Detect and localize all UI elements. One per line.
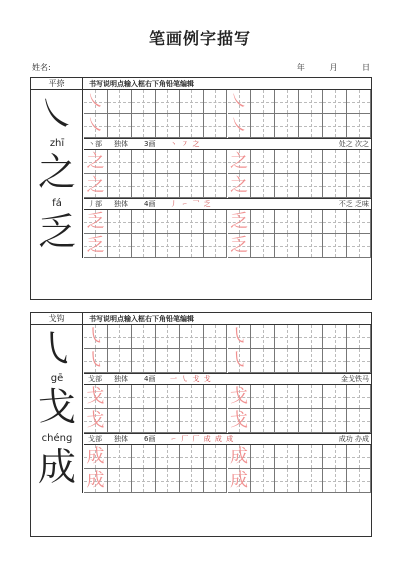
pinyin: zhī xyxy=(49,138,65,149)
practice-cell[interactable] xyxy=(84,385,108,409)
practice-cell[interactable] xyxy=(228,409,252,433)
stroke-header-row xyxy=(31,313,371,325)
practice-cell[interactable] xyxy=(347,325,371,349)
char-info-row xyxy=(84,138,371,150)
practice-cell[interactable] xyxy=(108,234,132,258)
practice-cell[interactable] xyxy=(132,90,156,114)
practice-cell[interactable] xyxy=(228,90,252,114)
practice-cell[interactable] xyxy=(323,210,347,234)
practice-cell[interactable] xyxy=(180,174,204,198)
practice-cell[interactable] xyxy=(132,174,156,198)
practice-cell[interactable] xyxy=(228,445,252,469)
practice-cell[interactable] xyxy=(108,210,132,234)
practice-cell[interactable] xyxy=(228,325,252,349)
stroke-name: 戈钩 xyxy=(31,313,83,324)
practice-cell[interactable] xyxy=(323,90,347,114)
practice-cell[interactable] xyxy=(84,469,108,493)
practice-cell[interactable] xyxy=(180,90,204,114)
trace-char: ㇏ xyxy=(229,115,248,136)
example-words: 处之 次之 xyxy=(338,140,369,148)
practice-cell[interactable] xyxy=(108,445,132,469)
practice-cell[interactable] xyxy=(132,445,156,469)
practice-cell[interactable] xyxy=(299,469,323,493)
practice-cell[interactable] xyxy=(132,385,156,409)
example-words: 不乏 乏味 xyxy=(338,200,369,208)
trace-char: 戈 xyxy=(229,410,248,431)
practice-cell[interactable] xyxy=(299,445,323,469)
trace-char: ㇂ xyxy=(229,350,248,371)
example-char: 成 xyxy=(37,445,76,489)
practice-cell[interactable] xyxy=(228,234,252,258)
practice-cell[interactable] xyxy=(180,114,204,138)
practice-cell[interactable] xyxy=(228,469,252,493)
trace-char: 之 xyxy=(86,175,105,196)
practice-cell[interactable] xyxy=(84,150,108,174)
practice-cell[interactable] xyxy=(156,150,180,174)
practice-cell[interactable] xyxy=(84,234,108,258)
practice-cell[interactable] xyxy=(180,445,204,469)
practice-cell[interactable] xyxy=(156,114,180,138)
practice-cell[interactable] xyxy=(251,409,275,433)
trace-char: 成 xyxy=(86,470,105,491)
practice-cell[interactable] xyxy=(299,90,323,114)
stroke-order: 丿 ㇀ 乛 乏 xyxy=(170,200,212,208)
practice-cell[interactable] xyxy=(156,409,180,433)
practice-grid xyxy=(84,445,371,493)
practice-cell[interactable] xyxy=(156,234,180,258)
stroke-column xyxy=(31,90,83,138)
practice-cell[interactable] xyxy=(132,114,156,138)
practice-cell[interactable] xyxy=(132,409,156,433)
practice-cell[interactable] xyxy=(323,385,347,409)
practice-cell[interactable] xyxy=(108,325,132,349)
name-date-row xyxy=(30,62,372,74)
practice-cell[interactable] xyxy=(132,234,156,258)
stroke-name: 平捺 xyxy=(31,78,83,89)
char-column xyxy=(31,373,83,433)
trace-char: 成 xyxy=(86,446,105,467)
practice-cell[interactable] xyxy=(204,325,228,349)
practice-cell[interactable] xyxy=(275,90,299,114)
pinyin: gē xyxy=(50,373,64,384)
practice-cell[interactable] xyxy=(275,234,299,258)
stroke-count: 6画 xyxy=(144,435,156,443)
practice-cell[interactable] xyxy=(347,445,371,469)
stroke-example: ㇂ xyxy=(37,327,76,371)
practice-cell[interactable] xyxy=(156,469,180,493)
trace-char: 戈 xyxy=(229,386,248,407)
practice-cell[interactable] xyxy=(299,210,323,234)
practice-cell[interactable] xyxy=(299,409,323,433)
stroke-order: 丶 ㇇ 之 xyxy=(170,140,201,148)
practice-cell[interactable] xyxy=(347,234,371,258)
stroke-column xyxy=(31,325,83,373)
practice-cell[interactable] xyxy=(347,174,371,198)
day-label: 日 xyxy=(362,63,370,72)
practice-cell[interactable] xyxy=(251,210,275,234)
trace-char: 成 xyxy=(229,446,248,467)
practice-cell[interactable] xyxy=(132,469,156,493)
radical-label: 丶部 xyxy=(88,140,102,148)
practice-cell[interactable] xyxy=(299,349,323,373)
practice-cell[interactable] xyxy=(299,325,323,349)
practice-cell[interactable] xyxy=(84,114,108,138)
char-column xyxy=(31,138,83,198)
practice-grid xyxy=(84,385,371,433)
practice-cell[interactable] xyxy=(347,90,371,114)
practice-cell[interactable] xyxy=(84,325,108,349)
practice-cell[interactable] xyxy=(275,114,299,138)
char-column xyxy=(31,433,83,493)
stroke-count: 4画 xyxy=(144,375,156,383)
radical-label: 戈部 xyxy=(88,375,102,383)
practice-cell[interactable] xyxy=(275,385,299,409)
practice-cell[interactable] xyxy=(275,174,299,198)
page-title: 笔画例字描写 xyxy=(148,29,251,48)
trace-char: 之 xyxy=(86,151,105,172)
practice-cell[interactable] xyxy=(108,90,132,114)
practice-cell[interactable] xyxy=(108,150,132,174)
practice-cell[interactable] xyxy=(204,385,228,409)
structure-label: 独体 xyxy=(114,200,128,208)
practice-grid xyxy=(84,150,371,198)
trace-char: ㇂ xyxy=(86,350,105,371)
practice-cell[interactable] xyxy=(108,114,132,138)
practice-cell[interactable] xyxy=(323,409,347,433)
practice-cell[interactable] xyxy=(347,409,371,433)
practice-cell[interactable] xyxy=(228,210,252,234)
practice-cell[interactable] xyxy=(84,349,108,373)
practice-cell[interactable] xyxy=(204,445,228,469)
stroke-order: 一 ㇂ 戈 戈 xyxy=(170,375,212,383)
practice-cell[interactable] xyxy=(84,445,108,469)
char-column xyxy=(31,198,83,258)
practice-cell[interactable] xyxy=(84,90,108,114)
practice-cell[interactable] xyxy=(275,150,299,174)
practice-cell[interactable] xyxy=(132,210,156,234)
practice-cell[interactable] xyxy=(156,349,180,373)
practice-cell[interactable] xyxy=(275,325,299,349)
trace-char: ㇂ xyxy=(229,326,248,347)
stroke-order: ㇀ 厂 厂 成 成 成 xyxy=(170,435,235,443)
pinyin: fá xyxy=(52,198,62,209)
example-char: 乏 xyxy=(37,210,76,254)
practice-cell[interactable] xyxy=(251,469,275,493)
practice-cell[interactable] xyxy=(323,445,347,469)
practice-cell[interactable] xyxy=(347,385,371,409)
practice-cell[interactable] xyxy=(180,409,204,433)
practice-cell[interactable] xyxy=(84,174,108,198)
practice-cell[interactable] xyxy=(323,469,347,493)
practice-cell[interactable] xyxy=(299,150,323,174)
practice-cell[interactable] xyxy=(108,349,132,373)
practice-cell[interactable] xyxy=(204,90,228,114)
practice-cell[interactable] xyxy=(347,114,371,138)
practice-cell[interactable] xyxy=(156,90,180,114)
practice-cell[interactable] xyxy=(180,150,204,174)
year-label: 年 xyxy=(296,63,305,72)
practice-cell[interactable] xyxy=(251,150,275,174)
trace-char: 戈 xyxy=(86,386,105,407)
practice-cell[interactable] xyxy=(204,114,228,138)
practice-cell[interactable] xyxy=(180,469,204,493)
practice-sheet-2 xyxy=(30,312,372,537)
practice-cell[interactable] xyxy=(251,325,275,349)
practice-cell[interactable] xyxy=(228,349,252,373)
stroke-count: 3画 xyxy=(144,140,156,148)
practice-cell[interactable] xyxy=(347,150,371,174)
practice-cell[interactable] xyxy=(204,234,228,258)
practice-cell[interactable] xyxy=(180,325,204,349)
practice-cell[interactable] xyxy=(275,409,299,433)
practice-cell[interactable] xyxy=(204,349,228,373)
practice-cell[interactable] xyxy=(156,445,180,469)
instruction-text: 书写说明点输入框右下角铅笔编辑 xyxy=(89,79,194,88)
trace-char: 之 xyxy=(229,151,248,172)
practice-cell[interactable] xyxy=(204,174,228,198)
practice-cell[interactable] xyxy=(275,210,299,234)
practice-cell[interactable] xyxy=(275,349,299,373)
practice-cell[interactable] xyxy=(251,234,275,258)
trace-char: ㇏ xyxy=(86,91,105,112)
practice-cell[interactable] xyxy=(180,385,204,409)
practice-cell[interactable] xyxy=(228,150,252,174)
practice-cell[interactable] xyxy=(251,114,275,138)
date-fields xyxy=(275,62,370,73)
practice-cell[interactable] xyxy=(228,385,252,409)
practice-cell[interactable] xyxy=(156,174,180,198)
practice-grid xyxy=(84,210,371,258)
practice-cell[interactable] xyxy=(323,234,347,258)
char-info-row xyxy=(84,198,371,210)
radical-label: 戈部 xyxy=(88,435,102,443)
practice-cell[interactable] xyxy=(347,349,371,373)
practice-cell[interactable] xyxy=(347,469,371,493)
practice-cell[interactable] xyxy=(299,385,323,409)
trace-char: 成 xyxy=(229,470,248,491)
stroke-example: ㇏ xyxy=(37,92,76,136)
instruction-text: 书写说明点输入框右下角铅笔编辑 xyxy=(89,314,194,323)
trace-char: ㇏ xyxy=(86,115,105,136)
practice-cell[interactable] xyxy=(108,409,132,433)
trace-char: ㇂ xyxy=(86,326,105,347)
practice-cell[interactable] xyxy=(108,469,132,493)
trace-char: ㇏ xyxy=(229,91,248,112)
practice-cell[interactable] xyxy=(228,174,252,198)
practice-cell[interactable] xyxy=(132,150,156,174)
practice-cell[interactable] xyxy=(251,445,275,469)
practice-cell[interactable] xyxy=(299,174,323,198)
practice-cell[interactable] xyxy=(323,174,347,198)
month-label: 月 xyxy=(329,63,338,72)
practice-cell[interactable] xyxy=(156,210,180,234)
practice-cell[interactable] xyxy=(323,349,347,373)
example-words: 金戈铁马 xyxy=(341,375,369,383)
practice-cell[interactable] xyxy=(323,114,347,138)
practice-cell[interactable] xyxy=(204,469,228,493)
practice-sheet-1 xyxy=(30,77,372,300)
structure-label: 独体 xyxy=(114,435,128,443)
practice-cell[interactable] xyxy=(251,174,275,198)
stroke-header-row xyxy=(31,78,371,90)
structure-label: 独体 xyxy=(114,140,128,148)
practice-cell[interactable] xyxy=(204,150,228,174)
practice-cell[interactable] xyxy=(299,114,323,138)
structure-label: 独体 xyxy=(114,375,128,383)
practice-cell[interactable] xyxy=(275,445,299,469)
practice-grid xyxy=(84,90,371,138)
practice-cell[interactable] xyxy=(156,325,180,349)
practice-cell[interactable] xyxy=(347,210,371,234)
practice-grid xyxy=(84,325,371,373)
practice-cell[interactable] xyxy=(251,349,275,373)
practice-cell[interactable] xyxy=(132,349,156,373)
practice-cell[interactable] xyxy=(251,385,275,409)
practice-cell[interactable] xyxy=(228,114,252,138)
stroke-count: 4画 xyxy=(144,200,156,208)
name-label: 姓名: xyxy=(32,63,51,72)
trace-char: 乏 xyxy=(229,211,248,232)
trace-char: 戈 xyxy=(86,410,105,431)
practice-cell[interactable] xyxy=(156,385,180,409)
practice-cell[interactable] xyxy=(204,210,228,234)
practice-cell[interactable] xyxy=(84,210,108,234)
practice-cell[interactable] xyxy=(84,409,108,433)
practice-cell[interactable] xyxy=(132,325,156,349)
example-char: 之 xyxy=(37,150,76,194)
trace-char: 之 xyxy=(229,175,248,196)
practice-cell[interactable] xyxy=(204,409,228,433)
practice-cell[interactable] xyxy=(323,150,347,174)
trace-char: 乏 xyxy=(86,235,105,256)
practice-cell[interactable] xyxy=(180,349,204,373)
practice-cell[interactable] xyxy=(108,174,132,198)
practice-cell[interactable] xyxy=(108,385,132,409)
example-words: 成功 办成 xyxy=(338,435,369,443)
char-info-row xyxy=(84,433,371,445)
practice-cell[interactable] xyxy=(323,325,347,349)
practice-cell[interactable] xyxy=(180,234,204,258)
trace-char: 乏 xyxy=(86,211,105,232)
practice-cell[interactable] xyxy=(275,469,299,493)
char-info-row xyxy=(84,373,371,385)
example-char: 戈 xyxy=(37,385,76,429)
trace-char: 乏 xyxy=(229,235,248,256)
radical-label: 丿部 xyxy=(88,200,102,208)
practice-cell[interactable] xyxy=(299,234,323,258)
pinyin: chéng xyxy=(41,433,73,444)
practice-cell[interactable] xyxy=(251,90,275,114)
practice-cell[interactable] xyxy=(180,210,204,234)
